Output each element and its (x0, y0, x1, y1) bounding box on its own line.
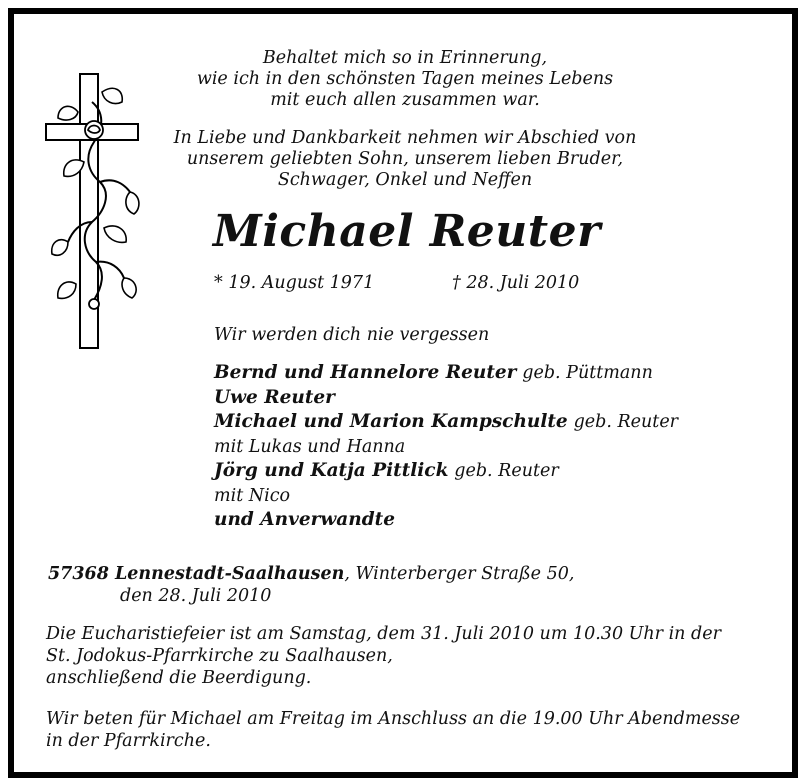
family-note: geb. Püttmann (522, 363, 653, 383)
family-note: mit Nico (214, 485, 291, 506)
address-place: 57368 Lennestadt-Saalhausen (48, 564, 345, 584)
prayer-text (46, 708, 740, 752)
remembrance-line: Wir werden dich nie vergessen (214, 325, 490, 345)
death-date: † 28. Juli 2010 (452, 273, 580, 293)
family-note: geb. Reuter (454, 461, 559, 481)
family-row (214, 484, 678, 509)
address-date: den 28. Juli 2010 (120, 586, 272, 606)
family-row (214, 435, 678, 460)
quote-line: Behaltet mich so in Erinnerung, (262, 48, 548, 68)
birth-date: * 19. August 1971 (214, 273, 375, 293)
address-street: , Winterberger Straße 50, (344, 564, 575, 584)
family-name: Jörg und Katja Pittlick (214, 460, 449, 481)
quote-line: mit euch allen zusammen war. (270, 90, 540, 110)
family-row (214, 361, 678, 386)
prayer-line: Wir beten für Michael am Freitag im Anschluss an die 19.00 Uhr Abendmesse (46, 709, 741, 729)
service-line: St. Jodokus-Pfarrkirche zu Saalhausen, (46, 646, 393, 666)
family-note: geb. Reuter (573, 412, 679, 432)
farewell-line: unserem geliebten Sohn, unserem lieben Bruder, (186, 149, 624, 169)
quote (150, 48, 660, 111)
family-row (214, 386, 678, 411)
family-row (214, 508, 678, 533)
farewell-text (150, 128, 660, 191)
family-name: und Anverwandte (214, 509, 395, 530)
cross-with-rose-icon (44, 72, 144, 352)
farewell-line: Schwager, Onkel und Neffen (277, 170, 533, 190)
family-name: Michael und Marion Kampschulte (214, 411, 568, 432)
family-list (214, 361, 678, 533)
deceased-name: Michael Reuter (213, 206, 601, 257)
service-line: anschließend die Beerdigung. (46, 668, 312, 688)
family-row (214, 410, 678, 435)
prayer-line: in der Pfarrkirche. (46, 731, 211, 751)
family-name: Uwe Reuter (214, 386, 335, 408)
family-name: Bernd und Hannelore Reuter (214, 362, 517, 383)
service-text (46, 623, 721, 689)
family-row (214, 459, 678, 484)
address-line (48, 564, 574, 584)
farewell-line: In Liebe und Dankbarkeit nehmen wir Abschied von (173, 128, 637, 148)
family-note: mit Lukas und Hanna (214, 436, 406, 457)
quote-line: wie ich in den schönsten Tagen meines Lebens (196, 69, 614, 89)
service-line: Die Eucharistiefeier ist am Samstag, dem 31. Juli 2010 um 10.30 Uhr in der (46, 624, 721, 644)
